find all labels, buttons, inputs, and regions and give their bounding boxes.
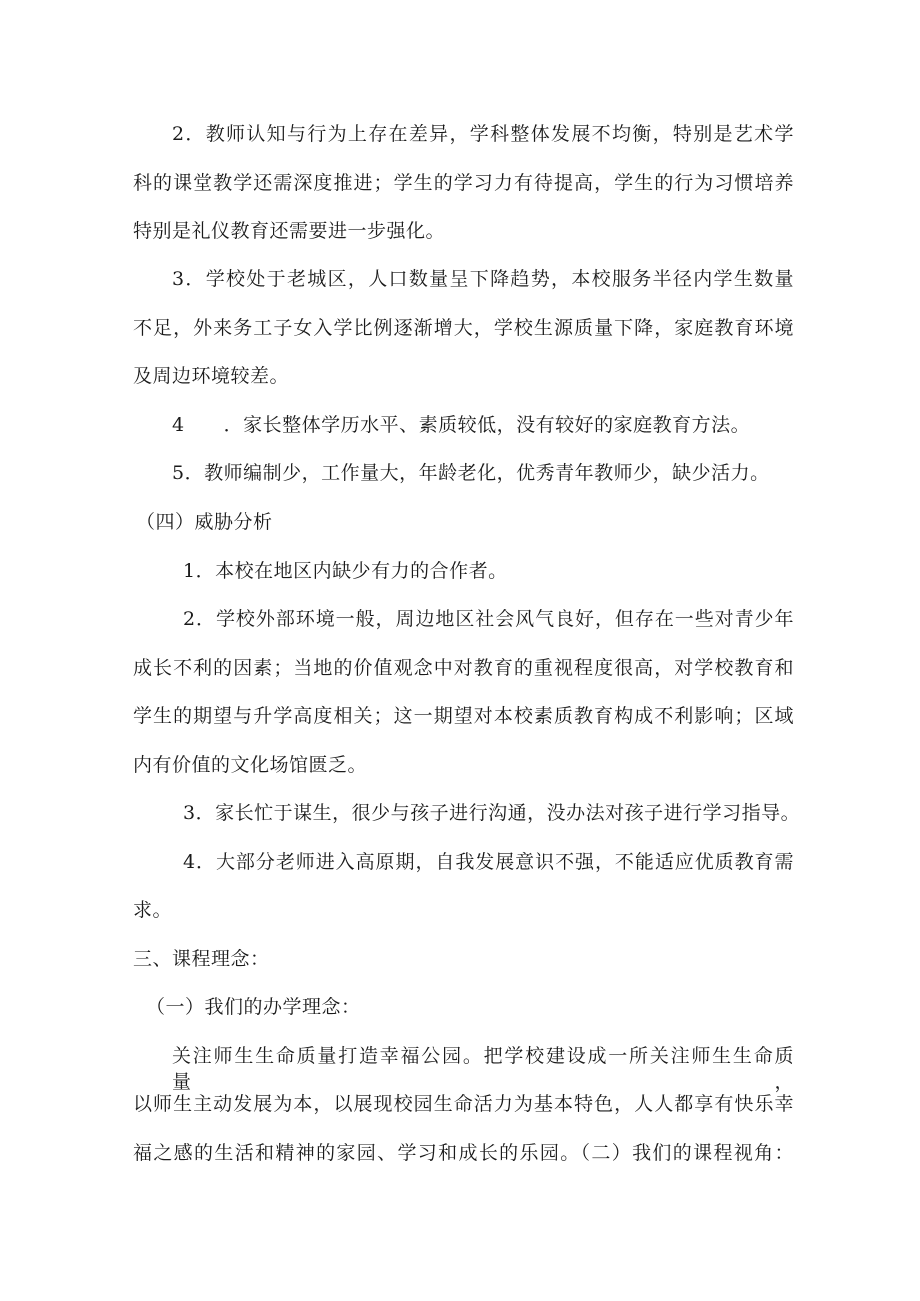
text-line-2: 科的课堂教学还需深度推进；学生的学习力有待提高，学生的行为习惯培养 <box>133 172 794 194</box>
text-line-1: 2．教师认知与行为上存在差异，学科整体发展不均衡，特别是艺术学 <box>172 123 794 145</box>
section-heading-threats: （四）威胁分析 <box>136 511 273 533</box>
text-line-11: 2．学校外部环境一般，周边地区社会风气良好，但存在一些对青少年 <box>183 608 794 630</box>
text-line-16: 4．大部分老师进入高原期，自我发展意识不强，不能适应优质教育需 <box>183 851 794 873</box>
text-line-15: 3．家长忙于谋生，很少与孩子进行沟通，没办法对孩子进行学习指导。 <box>183 802 801 824</box>
text-line-17: 求。 <box>133 899 173 921</box>
text-line-7: 4 ．家长整体学历水平、素质较低，没有较好的家庭教育方法。 <box>172 414 751 436</box>
subsection-heading-philosophy: （一）我们的办学理念： <box>146 996 361 1018</box>
text-line-6: 及周边环境较差。 <box>133 365 290 387</box>
text-line-22: 福之感的生活和精神的家园、学习和成长的乐园。（二）我们的课程视角： <box>133 1142 794 1164</box>
text-line-10: 1．本校在地区内缺少有力的合作者。 <box>183 560 508 582</box>
text-line-13: 学生的期望与升学高度相关；这一期望对本校素质教育构成不利影响；区域 <box>133 705 794 727</box>
text-line-14: 内有价值的文化场馆匮乏。 <box>133 754 368 776</box>
text-line-3: 特别是礼仪教育还需要进一步强化。 <box>133 220 446 242</box>
text-line-5: 不足，外来务工子女入学比例逐渐增大，学校生源质量下降，家庭教育环境 <box>133 317 794 339</box>
section-heading-curriculum: 三、课程理念： <box>133 948 270 970</box>
text-line-12: 成长不利的因素；当地的价值观念中对教育的重视程度很高，对学校教育和 <box>133 657 794 679</box>
text-line-20: 关注师生生命质量打造幸福公园。把学校建设成一所关注师生生命质量， <box>172 1045 794 1093</box>
text-line-4: 3．学校处于老城区，人口数量呈下降趋势，本校服务半径内学生数量 <box>172 268 794 290</box>
text-line-8: 5．教师编制少，工作量大，年龄老化，优秀青年教师少，缺少活力。 <box>172 462 770 484</box>
text-line-21: 以师生主动发展为本，以展现校园生命活力为基本特色，人人都享有快乐幸 <box>133 1093 794 1115</box>
